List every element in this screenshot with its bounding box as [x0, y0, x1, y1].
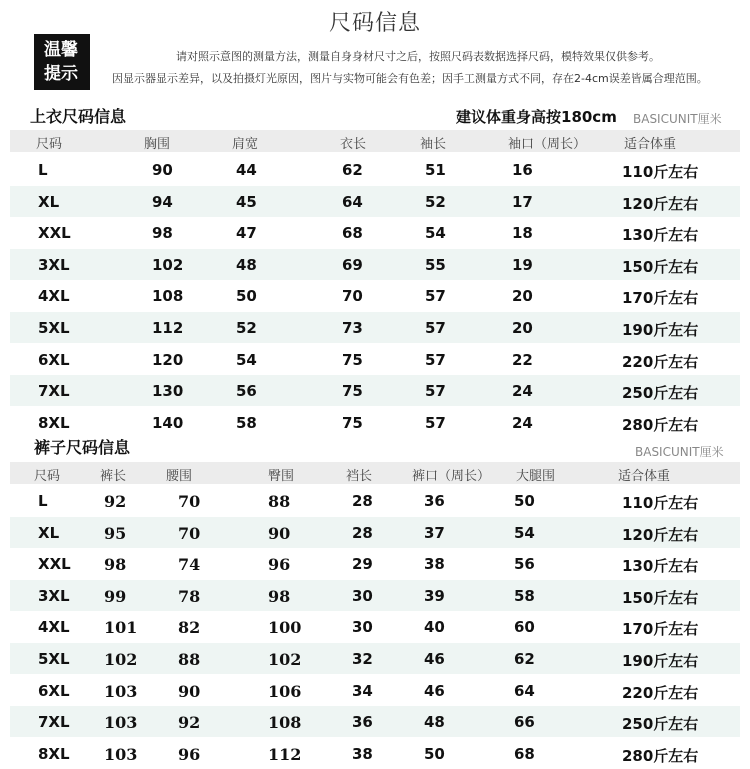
table-cell: 6XL — [38, 350, 70, 369]
table-cell: 88 — [178, 650, 201, 669]
table-cell: 112 — [152, 319, 184, 337]
table-cell: 68 — [342, 224, 363, 243]
table-cell: 73 — [342, 319, 363, 337]
pants-header-cell: 大腿围 — [516, 469, 556, 484]
table-cell: 7XL — [38, 713, 70, 732]
table-cell: 99 — [104, 586, 127, 606]
table-row — [10, 312, 740, 343]
table-cell: 94 — [152, 192, 173, 211]
table-cell: 140 — [152, 413, 184, 432]
top-header-cell: 适合体重 — [624, 137, 677, 152]
table-cell: 120斤左右 — [622, 525, 699, 544]
table-row — [10, 611, 740, 642]
table-cell: 28 — [352, 492, 373, 510]
table-cell: 24 — [512, 413, 533, 432]
table-cell: 75 — [342, 382, 363, 401]
table-cell: 130斤左右 — [622, 557, 699, 576]
table-cell: 4XL — [38, 287, 70, 306]
table-row — [10, 375, 740, 406]
table-cell: 50 — [514, 492, 535, 510]
table-cell: 54 — [514, 523, 535, 542]
tip-badge-line1: 温馨 — [44, 40, 78, 60]
table-cell: 4XL — [38, 618, 70, 637]
table-cell: 66 — [514, 713, 535, 732]
table-row — [10, 154, 740, 185]
table-row — [10, 738, 740, 769]
top-header-cell: 衣长 — [340, 137, 367, 152]
tip-badge — [34, 34, 90, 90]
table-cell: 98 — [268, 586, 291, 606]
table-cell: 24 — [512, 382, 533, 401]
table-cell: 30 — [352, 586, 373, 605]
pants-section-title: 裤子尺码信息 — [34, 438, 131, 457]
table-cell: 39 — [424, 586, 445, 605]
table-cell: 150斤左右 — [622, 257, 699, 276]
table-cell: 98 — [152, 224, 173, 243]
table-cell: 8XL — [38, 744, 70, 763]
table-cell: 28 — [352, 523, 373, 542]
table-cell: 38 — [424, 555, 445, 574]
top-header-cell: 肩宽 — [232, 137, 259, 152]
table-cell: 50 — [424, 744, 445, 763]
table-cell: 96 — [178, 744, 201, 764]
table-cell: 3XL — [38, 255, 70, 274]
top-section-title: 上衣尺码信息 — [30, 107, 127, 126]
table-row — [10, 706, 740, 737]
pants-header-cell: 裆长 — [346, 469, 373, 484]
top-table-header — [10, 130, 740, 152]
table-cell: 46 — [424, 650, 445, 668]
table-cell: 170斤左右 — [622, 289, 699, 308]
table-cell: 130斤左右 — [622, 226, 699, 245]
table-cell: 78 — [178, 586, 201, 606]
table-cell: 69 — [342, 255, 363, 274]
table-cell: 190斤左右 — [622, 321, 699, 339]
table-cell: 58 — [236, 413, 257, 432]
table-cell: 110斤左右 — [622, 494, 699, 512]
table-cell: L — [38, 161, 48, 179]
table-row — [10, 344, 740, 375]
table-cell: 55 — [425, 255, 446, 274]
table-cell: 16 — [512, 161, 533, 179]
table-row — [10, 643, 740, 674]
table-cell: 92 — [104, 492, 127, 511]
table-cell: 20 — [512, 319, 533, 337]
table-cell: 57 — [425, 413, 446, 432]
table-cell: 74 — [178, 555, 201, 575]
table-cell: 8XL — [38, 413, 70, 432]
table-cell: 101 — [104, 618, 138, 638]
table-cell: 20 — [512, 287, 533, 306]
top-header-cell: 尺码 — [36, 137, 63, 152]
table-cell: 36 — [424, 492, 445, 510]
table-cell: XXL — [38, 224, 71, 243]
table-cell: 106 — [268, 681, 302, 701]
pants-header-cell: 腰围 — [166, 469, 193, 484]
table-cell: 19 — [512, 255, 533, 274]
table-cell: 62 — [514, 650, 535, 668]
table-cell: 5XL — [38, 319, 70, 337]
table-cell: 68 — [514, 744, 535, 763]
table-row — [10, 675, 740, 706]
table-cell: 3XL — [38, 586, 70, 605]
table-cell: 7XL — [38, 382, 70, 401]
table-cell: 6XL — [38, 681, 70, 700]
top-header-cell: 袖长 — [420, 137, 447, 152]
table-cell: 280斤左右 — [622, 415, 699, 434]
table-cell: 250斤左右 — [622, 715, 699, 734]
table-cell: 29 — [352, 555, 373, 574]
table-cell: 34 — [352, 681, 373, 700]
top-header-cell: 胸围 — [144, 137, 171, 152]
table-cell: 110斤左右 — [622, 163, 699, 181]
table-cell: 112 — [268, 744, 302, 764]
table-cell: 108 — [152, 287, 184, 306]
table-cell: 47 — [236, 224, 257, 243]
table-cell: 40 — [424, 618, 445, 637]
table-cell: L — [38, 492, 48, 510]
pants-header-cell: 裤长 — [100, 469, 127, 484]
table-cell: 54 — [236, 350, 257, 369]
table-row — [10, 249, 740, 280]
table-row — [10, 217, 740, 248]
table-cell: 44 — [236, 161, 257, 179]
pants-unit-note: BASICUNIT厘米 — [635, 445, 724, 459]
table-cell: 56 — [514, 555, 535, 574]
table-cell: 130 — [152, 382, 184, 401]
table-cell: 280斤左右 — [622, 746, 699, 765]
table-cell: 95 — [104, 523, 127, 543]
top-header-cell: 袖口（周长） — [508, 137, 587, 152]
table-cell: 52 — [236, 319, 257, 337]
table-cell: 37 — [424, 523, 445, 542]
table-cell: 220斤左右 — [622, 352, 699, 371]
table-cell: XXL — [38, 555, 71, 574]
tip-text-line1: 请对照示意图的测量方法，测量自身身材尺寸之后，按照尺码表数据选择尺码，模特效果仅供参考。 — [176, 50, 660, 63]
table-cell: 46 — [424, 681, 445, 700]
table-cell: 90 — [268, 523, 291, 543]
table-cell: 103 — [104, 713, 138, 733]
table-cell: 50 — [236, 287, 257, 306]
table-cell: 90 — [178, 681, 201, 701]
table-cell: 82 — [178, 618, 201, 638]
table-cell: 103 — [104, 681, 138, 701]
table-row — [10, 280, 740, 311]
table-cell: 70 — [178, 523, 201, 543]
table-cell: 56 — [236, 382, 257, 401]
table-row — [10, 186, 740, 217]
table-cell: 150斤左右 — [622, 588, 699, 607]
table-cell: 5XL — [38, 650, 70, 668]
table-cell: 98 — [104, 555, 127, 575]
table-cell: 75 — [342, 350, 363, 369]
table-cell: 60 — [514, 618, 535, 637]
table-cell: 220斤左右 — [622, 683, 699, 702]
table-cell: 64 — [514, 681, 535, 700]
table-cell: XL — [38, 192, 60, 211]
pants-header-cell: 裤口（周长） — [412, 469, 491, 484]
table-cell: 48 — [236, 255, 257, 274]
table-cell: 62 — [342, 161, 363, 179]
table-cell: 36 — [352, 713, 373, 732]
table-cell: 17 — [512, 192, 533, 211]
table-cell: 57 — [425, 382, 446, 401]
table-cell: 75 — [342, 413, 363, 432]
tip-badge-line2: 提示 — [44, 64, 78, 84]
table-cell: 48 — [424, 713, 445, 732]
table-cell: XL — [38, 523, 60, 542]
table-cell: 22 — [512, 350, 533, 369]
table-cell: 57 — [425, 319, 446, 337]
table-cell: 102 — [104, 650, 138, 669]
table-row — [10, 548, 740, 579]
table-cell: 57 — [425, 350, 446, 369]
pants-header-cell: 适合体重 — [618, 469, 671, 484]
top-unit-note: BASICUNIT厘米 — [633, 112, 722, 126]
table-cell: 54 — [425, 224, 446, 243]
top-suggestion: 建议体重身高按180cm — [456, 108, 617, 126]
table-cell: 102 — [152, 255, 184, 274]
table-cell: 100 — [268, 618, 302, 638]
table-cell: 70 — [178, 492, 201, 511]
table-cell: 32 — [352, 650, 373, 668]
table-row — [10, 580, 740, 611]
table-cell: 57 — [425, 287, 446, 306]
table-cell: 58 — [514, 586, 535, 605]
table-row — [10, 517, 740, 548]
table-cell: 45 — [236, 192, 257, 211]
table-cell: 38 — [352, 744, 373, 763]
page-title: 尺码信息 — [328, 11, 421, 36]
table-cell: 170斤左右 — [622, 620, 699, 639]
table-row — [10, 407, 740, 438]
table-cell: 30 — [352, 618, 373, 637]
pants-header-cell: 臀围 — [268, 469, 295, 484]
table-cell: 90 — [152, 161, 173, 179]
table-cell: 64 — [342, 192, 363, 211]
pants-header-cell: 尺码 — [34, 469, 61, 484]
table-cell: 92 — [178, 713, 201, 733]
table-cell: 120斤左右 — [622, 194, 699, 213]
table-cell: 96 — [268, 555, 291, 575]
table-cell: 88 — [268, 492, 291, 511]
table-cell: 108 — [268, 713, 302, 733]
table-cell: 51 — [425, 161, 446, 179]
table-cell: 102 — [268, 650, 302, 669]
table-cell: 190斤左右 — [622, 652, 699, 670]
table-cell: 18 — [512, 224, 533, 243]
table-cell: 120 — [152, 350, 184, 369]
tip-text-line2: 因显示器显示差异，以及拍摄灯光原因，图片与实物可能会有色差；因手工测量方式不同，存在2-4cm误差皆属合理范围。 — [112, 72, 708, 85]
table-cell: 103 — [104, 744, 138, 764]
table-cell: 70 — [342, 287, 363, 306]
pants-table-header — [10, 462, 740, 484]
table-cell: 52 — [425, 192, 446, 211]
table-row — [10, 485, 740, 516]
table-cell: 250斤左右 — [622, 384, 699, 403]
